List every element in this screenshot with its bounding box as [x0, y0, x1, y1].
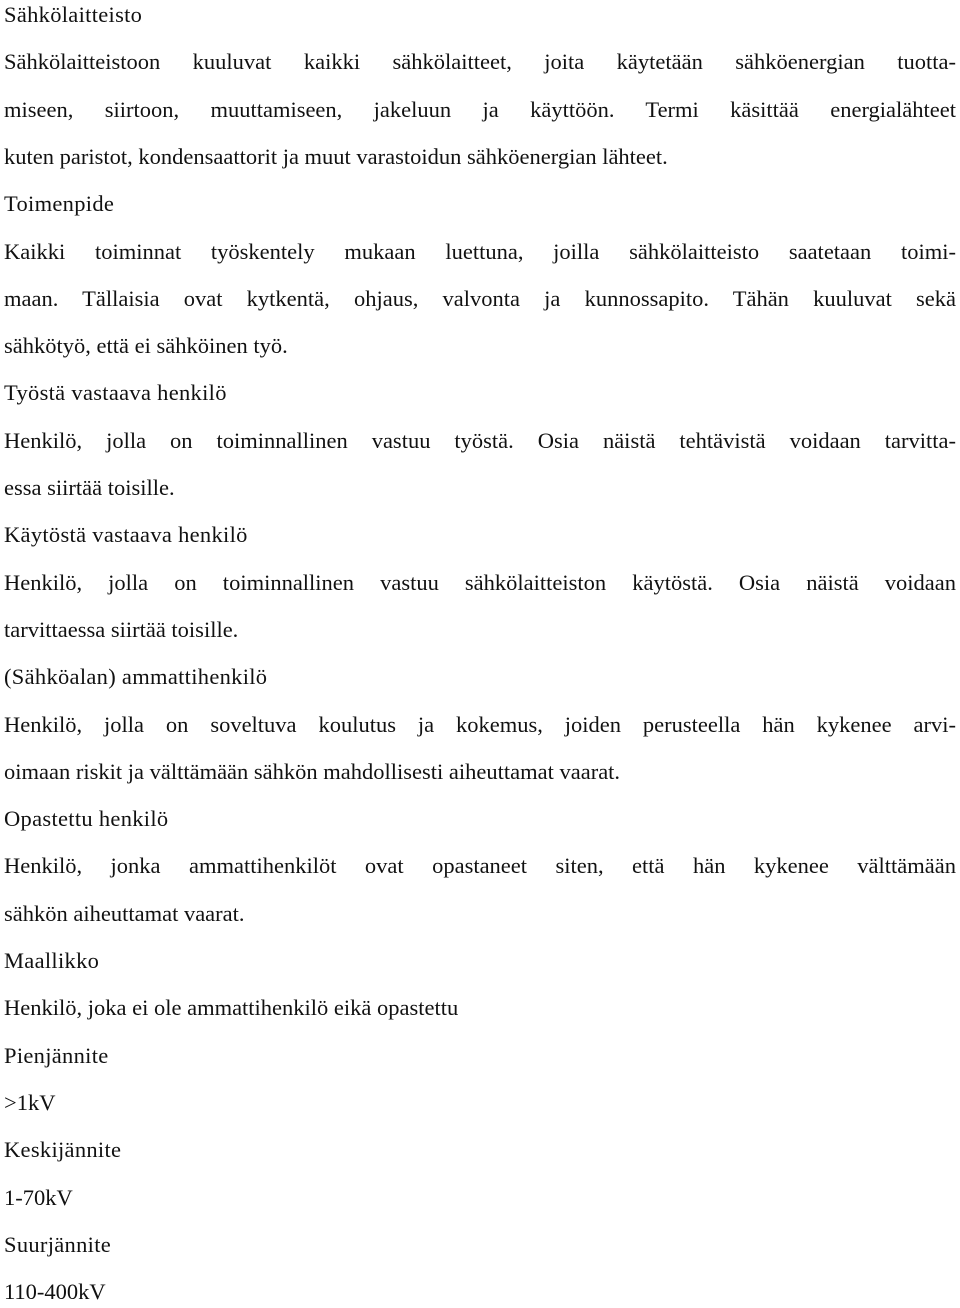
definition-line: Henkilö, jolla on toiminnallinen vastuu työstä. Osia näistä tehtävistä voidaan tarvitta- — [4, 427, 956, 453]
definition-line: Sähkölaitteistoon kuuluvat kaikki sähkölaitteet, joita käytetään sähköenergian tuotta- — [4, 49, 956, 75]
definition-line: >1kV — [4, 1089, 56, 1115]
definition-line: tarvittaessa siirtää toisille. — [4, 616, 239, 642]
definition-line: oimaan riskit ja välttämään sähkön mahdollisesti aiheuttamat vaarat. — [4, 758, 621, 784]
term-heading: Pienjännite — [4, 1042, 109, 1068]
term-heading: Toimenpide — [4, 191, 115, 217]
definition-line: sähkön aiheuttamat vaarat. — [4, 900, 245, 926]
definition-line: 110-400kV — [4, 1279, 106, 1305]
definition-line: Henkilö, jolla on toiminnallinen vastuu sähkölaitteiston käytöstä. Osia näistä voidaan — [4, 569, 956, 595]
definition-line: Henkilö, joka ei ole ammattihenkilö eikä opastettu — [4, 995, 459, 1021]
definition-line: Henkilö, jolla on soveltuva koulutus ja kokemus, joiden perusteella hän kykenee arvi- — [4, 711, 956, 737]
definition-line: kuten paristot, kondensaattorit ja muut varastoidun sähköenergian lähteet. — [4, 143, 668, 169]
term-heading: Käytöstä vastaava henkilö — [4, 522, 248, 548]
definition-line: maan. Tällaisia ovat kytkentä, ohjaus, valvonta ja kunnossapito. Tähän kuuluvat sekä — [4, 285, 956, 311]
term-heading: Maallikko — [4, 948, 100, 973]
definition-line: miseen, siirtoon, muuttamiseen, jakeluun ja käyttöön. Termi käsittää energialähteet — [4, 96, 956, 122]
term-heading: (Sähköalan) ammattihenkilö — [4, 664, 268, 690]
definition-line: sähkötyö, että ei sähköinen työ. — [4, 333, 288, 359]
term-heading: Opastettu henkilö — [4, 806, 169, 832]
term-heading: Työstä vastaava henkilö — [4, 380, 227, 406]
term-heading: Keskijännite — [4, 1137, 122, 1163]
definition-line: Kaikki toiminnat työskentely mukaan luettuna, joilla sähkölaitteisto saatetaan toimi- — [4, 238, 956, 264]
definition-line: Henkilö, jonka ammattihenkilöt ovat opastaneet siten, että hän kykenee välttämään — [4, 853, 956, 879]
definition-line: essa siirtää toisille. — [4, 475, 175, 500]
term-heading: Sähkölaitteisto — [4, 2, 143, 27]
definition-line: 1-70kV — [4, 1184, 73, 1210]
term-heading: Suurjännite — [4, 1231, 112, 1257]
